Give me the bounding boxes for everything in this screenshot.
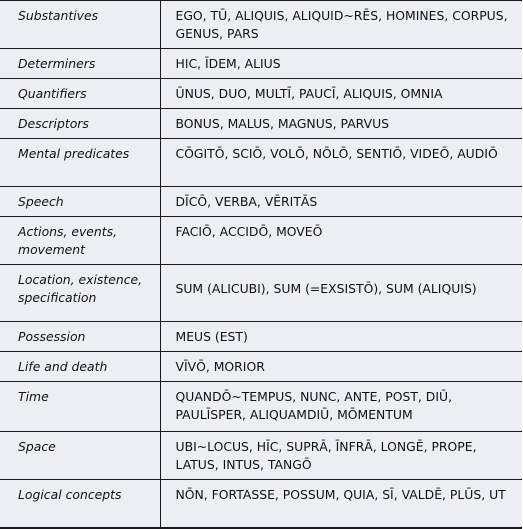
- table-row: [0, 382, 522, 432]
- category-cell: Substantives: [0, 1, 160, 49]
- examples-cell: NŌN, FORTASSE, POSSUM, QUIA, SĪ, VALDĒ, PLŪS, UT: [160, 480, 522, 529]
- table-row: [0, 49, 522, 79]
- table-row: [0, 109, 522, 139]
- examples-cell: UBI~LOCUS, HĪC, SUPRĀ, ĪNFRĀ, LONGĒ, PROPE, LATUS, INTUS, TANGŌ: [160, 432, 522, 480]
- category-cell: Descriptors: [0, 109, 160, 139]
- table-row: [0, 352, 522, 382]
- category-cell: Actions, events, movement: [0, 217, 160, 265]
- table-row: [0, 139, 522, 187]
- table-row: [0, 480, 522, 529]
- table-row: [0, 265, 522, 322]
- category-cell: Logical concepts: [0, 480, 160, 529]
- examples-cell: ŪNUS, DUO, MULTĪ, PAUCĪ, ALIQUIS, OMNIA: [160, 79, 522, 109]
- category-cell: Location, existence, specification: [0, 265, 160, 322]
- examples-cell: EGO, TŪ, ALIQUIS, ALIQUID~RĒS, HOMINES, CORPUS, GENUS, PARS: [160, 1, 522, 49]
- category-cell: Life and death: [0, 352, 160, 382]
- examples-cell: QUANDŌ~TEMPUS, NUNC, ANTE, POST, DIŪ, PAULĪSPER, ALIQUAMDIŪ, MŌMENTUM: [160, 382, 522, 432]
- examples-cell: MEUS (EST): [160, 322, 522, 352]
- table-row: [0, 322, 522, 352]
- table-row: [0, 217, 522, 265]
- category-cell: Mental predicates: [0, 139, 160, 187]
- table-row: [0, 187, 522, 217]
- category-cell: Quantifiers: [0, 79, 160, 109]
- examples-cell: FACIŌ, ACCIDŌ, MOVEŌ: [160, 217, 522, 265]
- examples-cell: VĪVŌ, MORIOR: [160, 352, 522, 382]
- category-cell: Space: [0, 432, 160, 480]
- examples-cell: SUM (ALICUBI), SUM (=EXSISTŌ), SUM (ALIQUIS): [160, 265, 522, 322]
- examples-cell: BONUS, MALUS, MAGNUS, PARVUS: [160, 109, 522, 139]
- category-cell: Determiners: [0, 49, 160, 79]
- examples-cell: DĪCŌ, VERBA, VĒRITĀS: [160, 187, 522, 217]
- table-row: [0, 1, 522, 49]
- category-cell: Possession: [0, 322, 160, 352]
- examples-cell: CŌGITŌ, SCIŌ, VOLŌ, NŌLŌ, SENTIŌ, VIDEŌ, AUDIŌ: [160, 139, 522, 187]
- examples-cell: HIC, ĪDEM, ALIUS: [160, 49, 522, 79]
- category-cell: Speech: [0, 187, 160, 217]
- category-cell: Time: [0, 382, 160, 432]
- table-row: [0, 432, 522, 480]
- table-row: [0, 79, 522, 109]
